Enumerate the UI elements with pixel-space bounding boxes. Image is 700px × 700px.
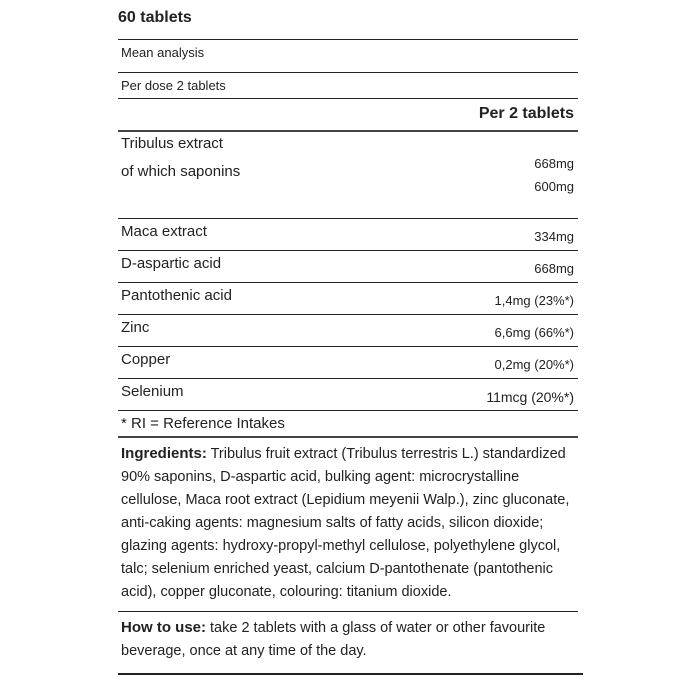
how-to-use-text: take 2 tablets with a glass of water or other favourite beverage, once at any time of the day. — [121, 620, 546, 659]
table-row — [118, 378, 578, 410]
row-label: Selenium — [121, 383, 184, 400]
row-value: 6,6mg (66%*) — [494, 325, 574, 340]
supplement-facts-table — [118, 0, 578, 675]
mean-analysis-label: Mean analysis — [121, 45, 205, 60]
tribulus-value: 668mg — [534, 156, 574, 171]
row-value: 1,4mg (23%*) — [494, 293, 574, 308]
tribulus-row — [118, 130, 578, 218]
ingredients-text: Tribulus fruit extract (Tribulus terrestris L.) standardized 90% saponins, D-aspartic acid, bulking agent: microcrystalline cellulose, Maca root extract (Lepidium meyenii Walp.), zinc gluconate, anti-caking agents: magnesium salts of fatty acids, silicon dioxide; glazing agents: hydroxy-propyl-methyl cellulose, polyethylene glycol, talc; selenium enriched yeast, calcium D-pantothenate (pantothenic acid), copper gluconate, colouring: titanium dioxide. — [121, 446, 570, 600]
table-row — [118, 250, 578, 282]
ingredients-heading: Ingredients: — [121, 445, 207, 462]
per-dose-label: Per dose 2 tablets — [121, 78, 226, 93]
row-label: Pantothenic acid — [121, 287, 232, 304]
how-to-use-section — [118, 611, 578, 673]
row-label: Zinc — [121, 319, 150, 336]
ingredients-section — [118, 436, 578, 611]
row-value: 668mg — [534, 261, 574, 276]
row-value: 334mg — [534, 229, 574, 244]
column-header: Per 2 tablets — [478, 105, 574, 122]
row-value: 11mcg (20%*) — [486, 389, 574, 405]
row-label: D-aspartic acid — [121, 255, 222, 272]
table-row — [118, 282, 578, 314]
mean-analysis-row — [118, 39, 578, 72]
table-row — [118, 218, 578, 250]
footnote-row — [118, 410, 578, 436]
bottom-divider — [118, 673, 583, 675]
how-to-use-heading: How to use: — [121, 619, 206, 636]
column-header-row — [118, 98, 578, 130]
row-label: Copper — [121, 351, 171, 368]
table-row — [118, 314, 578, 346]
saponins-label: of which saponins — [121, 163, 241, 180]
saponins-value: 600mg — [534, 179, 574, 194]
package-size-title: 60 tablets — [118, 9, 192, 26]
table-row — [118, 346, 578, 378]
tribulus-label: Tribulus extract — [121, 135, 223, 152]
row-value: 0,2mg (20%*) — [494, 357, 574, 372]
per-dose-row — [118, 72, 578, 98]
footnote: * RI = Reference Intakes — [121, 415, 285, 432]
row-label: Maca extract — [121, 223, 207, 240]
